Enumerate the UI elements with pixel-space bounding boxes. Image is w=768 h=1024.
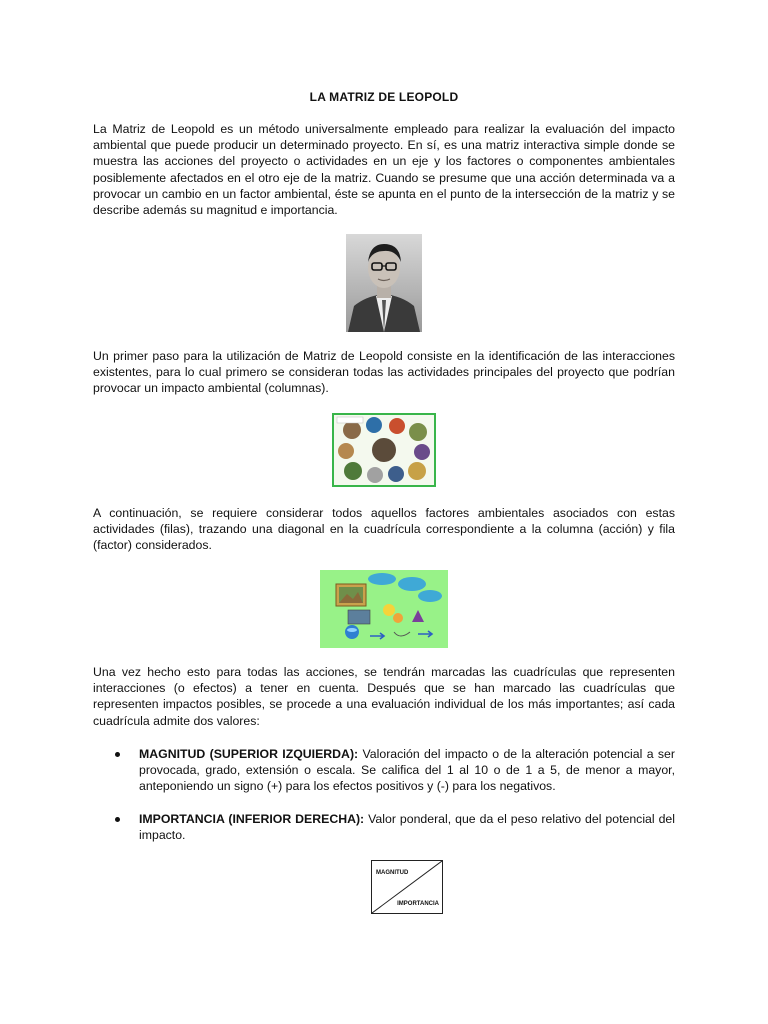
leopold-portrait-image xyxy=(346,234,422,332)
intro-paragraph: La Matriz de Leopold es un método universalmente empleado para realizar la evaluación del impacto ambiental que puede producir un determinado proyecto. En sí, es una matriz interactiva simple donde se muestra las acciones del proyecto o actividades en un eje y los factores o componentes ambientales posiblemente afectados en el otro eje de la matriz. Cuando se presume que una acción determinada va a provocar un cambio en un factor ambiental, éste se apunta en el punto de la intersección de la matriz y se describe además su magnitud e importancia. xyxy=(93,122,675,218)
matrix-cell-diagram xyxy=(371,860,443,914)
list-item-importancia xyxy=(93,811,675,843)
bullet-icon xyxy=(115,752,120,757)
matrix-magnitud-label: MAGNITUD xyxy=(376,870,409,876)
bullet-icon xyxy=(115,817,120,822)
matrix-importancia-label: IMPORTANCIA xyxy=(397,901,439,907)
importancia-label: IMPORTANCIA (INFERIOR DERECHA): xyxy=(139,811,365,826)
document-title: LA MATRIZ DE LEOPOLD xyxy=(309,90,459,104)
list-item-magnitud xyxy=(93,746,675,795)
evaluation-paragraph: Una vez hecho esto para todas las acciones, se tendrán marcadas las cuadrículas que representen interacciones (o efectos) a tener en cuenta. Después que se han marcado las cuadrículas que representen impactos posibles, se procede a una evaluación individual de los más importantes; así cada cuadrícula admite dos valores: xyxy=(93,665,675,728)
second-step-paragraph: A continuación, se requiere considerar todos aquellos factores ambientales asociados con estas actividades (filas), trazando una diagonal en la cuadrícula correspondiente a la columna (acción) y fila (factor) considerados. xyxy=(93,506,675,553)
importancia-description: Valor ponderal, que da el peso relativo del potencial del impacto. xyxy=(139,811,675,842)
environmental-factors-diagram-image xyxy=(320,570,448,648)
first-step-paragraph: Un primer paso para la utilización de Matriz de Leopold consiste en la identificación de las interacciones existentes, para lo cual primero se consideran todas las actividades principales del proyecto que podrían provocar un impacto ambiental (columnas). xyxy=(93,349,675,396)
activities-collage-image xyxy=(332,413,436,487)
values-list xyxy=(93,746,675,859)
magnitud-description: Valoración del impacto o de la alteración potencial a ser provocada, grado, extensión o escala. Se califica del 1 al 10 o de 1 a 5, de menor a mayor, anteponiendo un signo (+) para los efectos positivos y (-) para los negativos. xyxy=(139,747,675,794)
magnitud-label: MAGNITUD (SUPERIOR IZQUIERDA): xyxy=(139,747,359,761)
